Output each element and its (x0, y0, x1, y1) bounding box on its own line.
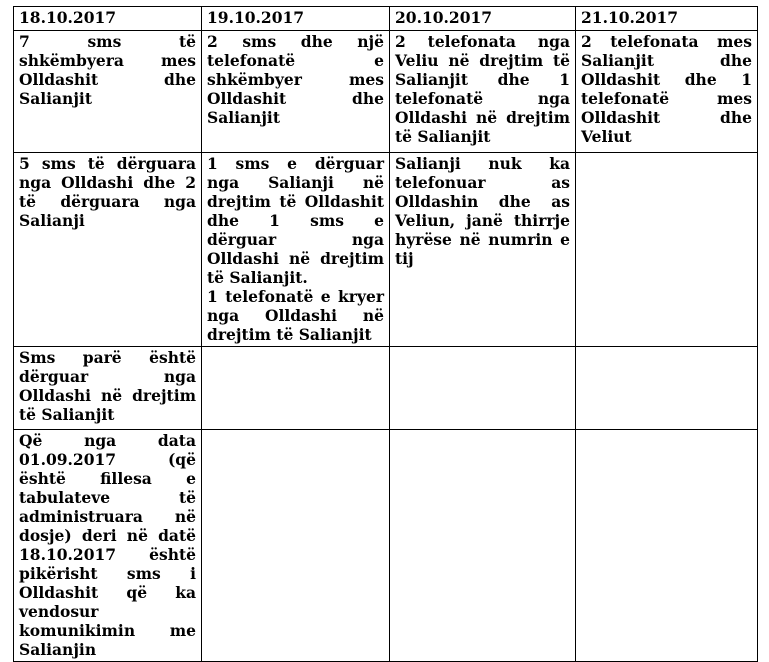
table-cell (202, 430, 390, 662)
table-cell (14, 153, 202, 347)
cell-text: 5 sms të dërguara nga Olldashi dhe 2 të dërguara nga Salianji (19, 154, 196, 230)
table-cell (14, 347, 202, 430)
cell-text: Sms parë është dërguar nga Olldashi në drejtim të Salianjit (19, 348, 196, 424)
table-cell (390, 31, 576, 153)
table-row (14, 31, 758, 153)
table-row (14, 153, 758, 347)
table-cell (202, 153, 390, 347)
cell-text: 7 sms të shkëmbyera mes Olldashit dhe Salianjit (19, 32, 196, 108)
table-cell (202, 347, 390, 430)
communications-table (13, 6, 758, 662)
cell-text: Salianji nuk ka telefonuar as Olldashin dhe as Veliun, janë thirrje hyrëse në numrin e tij (395, 154, 570, 268)
table-cell (202, 31, 390, 153)
table-cell (14, 31, 202, 153)
cell-text: 2 sms dhe një telefonatë e shkëmbyer mes Olldashit dhe Salianjit (207, 32, 384, 127)
table-cell (390, 347, 576, 430)
table-cell (390, 430, 576, 662)
header-cell: 18.10.2017 (14, 7, 202, 31)
header-cell: 19.10.2017 (202, 7, 390, 31)
header-cell: 21.10.2017 (576, 7, 758, 31)
table-cell (576, 153, 758, 347)
cell-text: Që nga data 01.09.2017 (që është fillesa e tabulateve të administruara në dosje) deri në datë 18.10.2017 është pikërisht sms i Olldashit që ka vendosur komunikimin me Salianjin (19, 431, 196, 659)
table-row (14, 347, 758, 430)
cell-text: 1 sms e dërguar nga Salianji në drejtim të Olldashit dhe 1 sms e dërguar nga Olldashi në drejtim të Salianjit. (207, 154, 384, 287)
table-cell (390, 153, 576, 347)
header-cell: 20.10.2017 (390, 7, 576, 31)
cell-text: 2 telefonata mes Salianjit dhe Olldashit dhe 1 telefonatë mes Olldashit dhe Veliut (581, 32, 752, 146)
cell-text: 2 telefonata nga Veliu në drejtim të Salianjit dhe 1 telefonatë nga Olldashi në drejtim të Salianjit (395, 32, 570, 146)
table-row (14, 430, 758, 662)
table-cell (14, 430, 202, 662)
cell-text: 1 telefonatë e kryer nga Olldashi në drejtim të Salianjit (207, 287, 384, 344)
table-cell (576, 31, 758, 153)
table-cell (576, 347, 758, 430)
table-cell (576, 430, 758, 662)
header-row (14, 7, 758, 31)
